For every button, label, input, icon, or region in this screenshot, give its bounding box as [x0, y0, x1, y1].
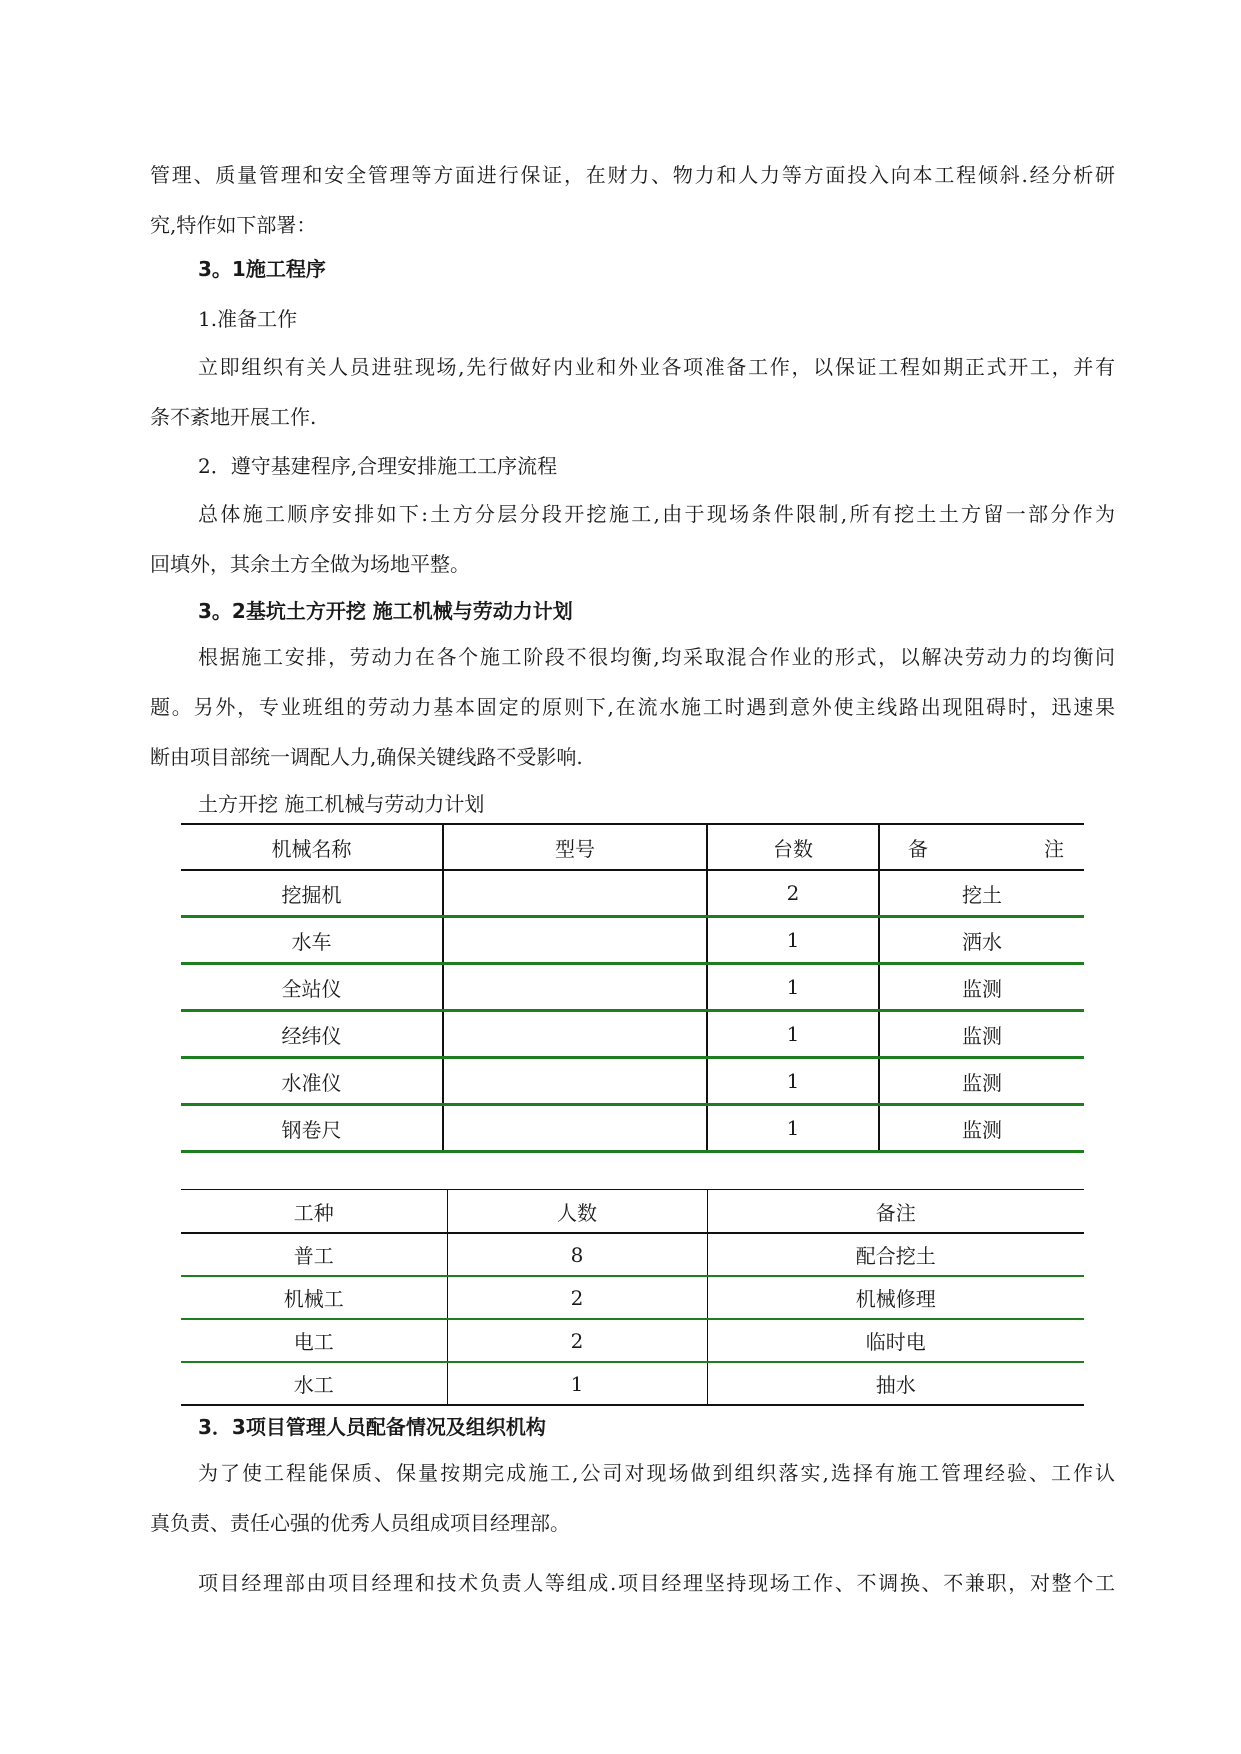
- intro-paragraph: [150, 150, 1115, 250]
- quantity-cell: 1: [707, 1058, 879, 1105]
- machine-name-cell: 水准仪: [181, 1058, 443, 1105]
- trade-cell: 普工: [181, 1233, 447, 1276]
- machinery-table: [181, 823, 1084, 1153]
- item-1-title: 1.准备工作: [198, 307, 298, 331]
- header-quantity: 台数: [707, 824, 879, 870]
- remarks-cell: 监测: [879, 1011, 1084, 1058]
- item-2-line-1: 总体施工顺序安排如下:土方分层分段开挖施工,由于现场条件限制,所有挖土土方留一部分作为: [198, 502, 1115, 526]
- section-3-2-line-1: 根据施工安排，劳动力在各个施工阶段不很均衡,均采取混合作业的形式，以解决劳动力的均衡问: [198, 645, 1115, 669]
- trade-cell: 电工: [181, 1319, 447, 1362]
- item-1-line-1: 立即组织有关人员进驻现场,先行做好内业和外业各项准备工作，以保证工程如期正式开工，并有: [198, 355, 1115, 379]
- model-cell: [443, 1011, 707, 1058]
- headcount-cell: 2: [447, 1319, 707, 1362]
- quantity-cell: 2: [707, 870, 879, 917]
- model-cell: [443, 870, 707, 917]
- headcount-cell: 8: [447, 1233, 707, 1276]
- table-row: [181, 1105, 1084, 1152]
- model-cell: [443, 917, 707, 964]
- quantity-cell: 1: [707, 917, 879, 964]
- labor-header-row: [181, 1190, 1084, 1234]
- table-row: [181, 1319, 1084, 1362]
- section-3-2-paragraph: [150, 632, 1115, 782]
- table-row: [181, 1362, 1084, 1405]
- item-1-paragraph: [150, 342, 1115, 442]
- remarks-cell: 监测: [879, 964, 1084, 1011]
- quantity-cell: 1: [707, 964, 879, 1011]
- headcount-cell: 2: [447, 1276, 707, 1319]
- table-row: [181, 964, 1084, 1011]
- table-row: [181, 917, 1084, 964]
- header-model: 型号: [443, 824, 707, 870]
- quantity-cell: 1: [707, 1011, 879, 1058]
- header-remarks-char-2: 注: [1044, 836, 1064, 861]
- section-3-3-heading: 3．3项目管理人员配备情况及组织机构: [198, 1415, 546, 1439]
- model-cell: [443, 1058, 707, 1105]
- model-cell: [443, 964, 707, 1011]
- model-cell: [443, 1105, 707, 1152]
- machine-name-cell: 经纬仪: [181, 1011, 443, 1058]
- section-3-3-p2-line-1: 项目经理部由项目经理和技术负责人等组成.项目经理坚持现场工作、不调换、不兼职，对整个工: [198, 1571, 1115, 1595]
- intro-line-1: 管理、质量管理和安全管理等方面进行保证，在财力、物力和人力等方面投入向本工程倾斜.经分析研: [150, 163, 1115, 187]
- section-3-1-heading: 3。1施工程序: [198, 257, 326, 281]
- table-row: [181, 1011, 1084, 1058]
- trade-cell: 机械工: [181, 1276, 447, 1319]
- table-caption: 土方开挖 施工机械与劳动力计划: [198, 792, 485, 816]
- section-3-3-paragraph-1: [150, 1448, 1115, 1548]
- machine-name-cell: 全站仪: [181, 964, 443, 1011]
- section-3-3-p1-line-2: 真负责、责任心强的优秀人员组成项目经理部。: [150, 1511, 570, 1535]
- remarks-cell: 监测: [879, 1058, 1084, 1105]
- header-machine-name: 机械名称: [181, 824, 443, 870]
- remarks-cell: 配合挖土: [707, 1233, 1084, 1276]
- machine-name-cell: 挖掘机: [181, 870, 443, 917]
- section-3-3-paragraph-2: [150, 1558, 1115, 1608]
- machine-name-cell: 水车: [181, 917, 443, 964]
- trade-cell: 水工: [181, 1362, 447, 1405]
- section-3-3-p1-line-1: 为了使工程能保质、保量按期完成施工,公司对现场做到组织落实,选择有施工管理经验、工作认: [198, 1461, 1115, 1485]
- remarks-cell: 洒水: [879, 917, 1084, 964]
- headcount-cell: 1: [447, 1362, 707, 1405]
- remarks-cell: 监测: [879, 1105, 1084, 1152]
- machine-name-cell: 钢卷尺: [181, 1105, 443, 1152]
- machinery-header-row: [181, 824, 1084, 870]
- item-1-line-2: 条不紊地开展工作.: [150, 405, 317, 429]
- item-2-paragraph: [150, 489, 1115, 589]
- remarks-cell: 抽水: [707, 1362, 1084, 1405]
- header-remarks-char-1: 备: [908, 836, 928, 861]
- header-remarks: [879, 824, 1084, 870]
- table-row: [181, 1058, 1084, 1105]
- remarks-cell: 挖土: [879, 870, 1084, 917]
- table-row: [181, 870, 1084, 917]
- section-3-2-line-3: 断由项目部统一调配人力,确保关键线路不受影响.: [150, 745, 583, 769]
- table-row: [181, 1276, 1084, 1319]
- header-trade: 工种: [181, 1190, 447, 1234]
- remarks-cell: 机械修理: [707, 1276, 1084, 1319]
- header-headcount: 人数: [447, 1190, 707, 1234]
- item-2-line-2: 回填外，其余土方全做为场地平整。: [150, 552, 470, 576]
- item-2-title: 2．遵守基建程序,合理安排施工工序流程: [198, 454, 558, 478]
- labor-table: [181, 1189, 1084, 1406]
- quantity-cell: 1: [707, 1105, 879, 1152]
- header-remarks: 备注: [707, 1190, 1084, 1234]
- intro-line-2: 究,特作如下部署：: [150, 213, 317, 237]
- section-3-2-heading: 3。2基坑土方开挖 施工机械与劳动力计划: [198, 599, 573, 623]
- remarks-cell: 临时电: [707, 1319, 1084, 1362]
- section-3-2-line-2: 题。另外，专业班组的劳动力基本固定的原则下,在流水施工时遇到意外使主线路出现阻碍时，迅速果: [150, 695, 1115, 719]
- table-row: [181, 1233, 1084, 1276]
